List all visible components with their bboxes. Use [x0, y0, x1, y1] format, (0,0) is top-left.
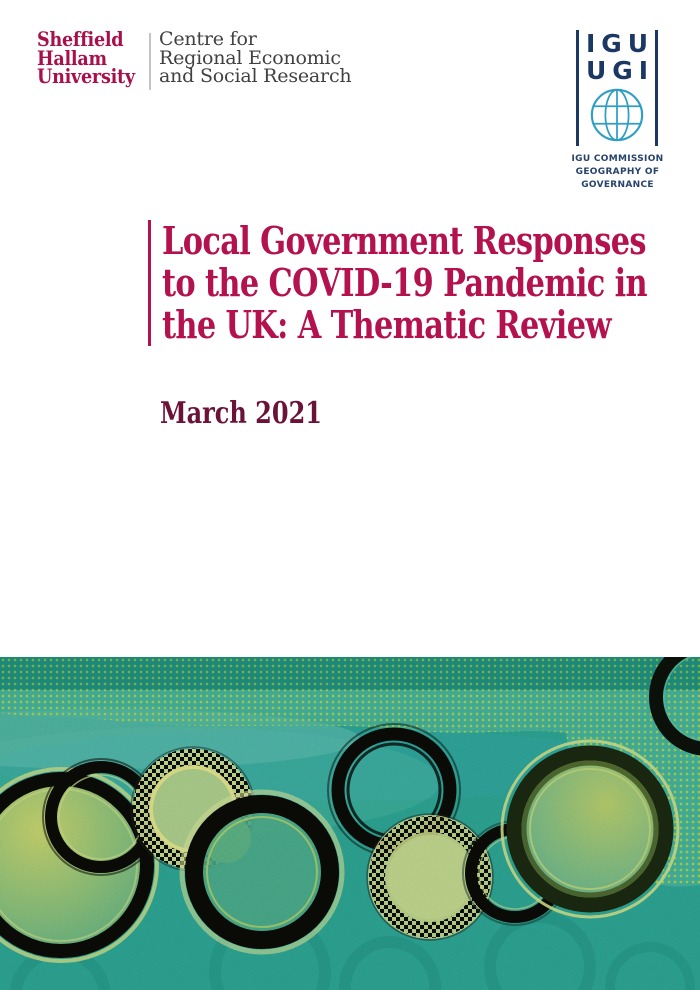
cresr-centre-name	[159, 30, 351, 86]
logo-divider	[149, 33, 151, 90]
igu-commission-caption	[545, 153, 690, 192]
igu-caption-line-3: GOVERNANCE	[581, 180, 654, 190]
globe-icon	[588, 86, 646, 144]
igu-acronym-top: IGU	[585, 29, 655, 58]
shu-logo-line-2: Hallam	[37, 45, 107, 70]
sheffield-hallam-logo	[37, 27, 135, 88]
igu-caption-line-1: IGU COMMISSION	[571, 154, 664, 164]
centre-line-2: Regional Economic	[159, 46, 341, 69]
centre-line-1: Centre for	[159, 28, 257, 50]
title-line-2: to the COVID-19 Pandemic in	[162, 260, 647, 305]
title-line-1: Local Government Responses	[162, 218, 646, 263]
igu-acronym-bottom: UGI	[585, 56, 655, 85]
centre-line-3: and Social Research	[159, 65, 352, 88]
shu-logo-line-3: University	[37, 64, 135, 88]
publication-date: March 2021	[160, 396, 322, 431]
report-title	[162, 220, 647, 346]
cover-artwork-rings-illustration	[0, 657, 700, 990]
title-line-3: the UK: A Thematic Review	[162, 302, 611, 347]
report-title-block	[148, 220, 700, 346]
igu-caption-line-2: GEOGRAPHY OF	[575, 167, 660, 177]
igu-logo	[576, 30, 658, 146]
shu-logo-line-1: Sheffield	[37, 27, 124, 51]
